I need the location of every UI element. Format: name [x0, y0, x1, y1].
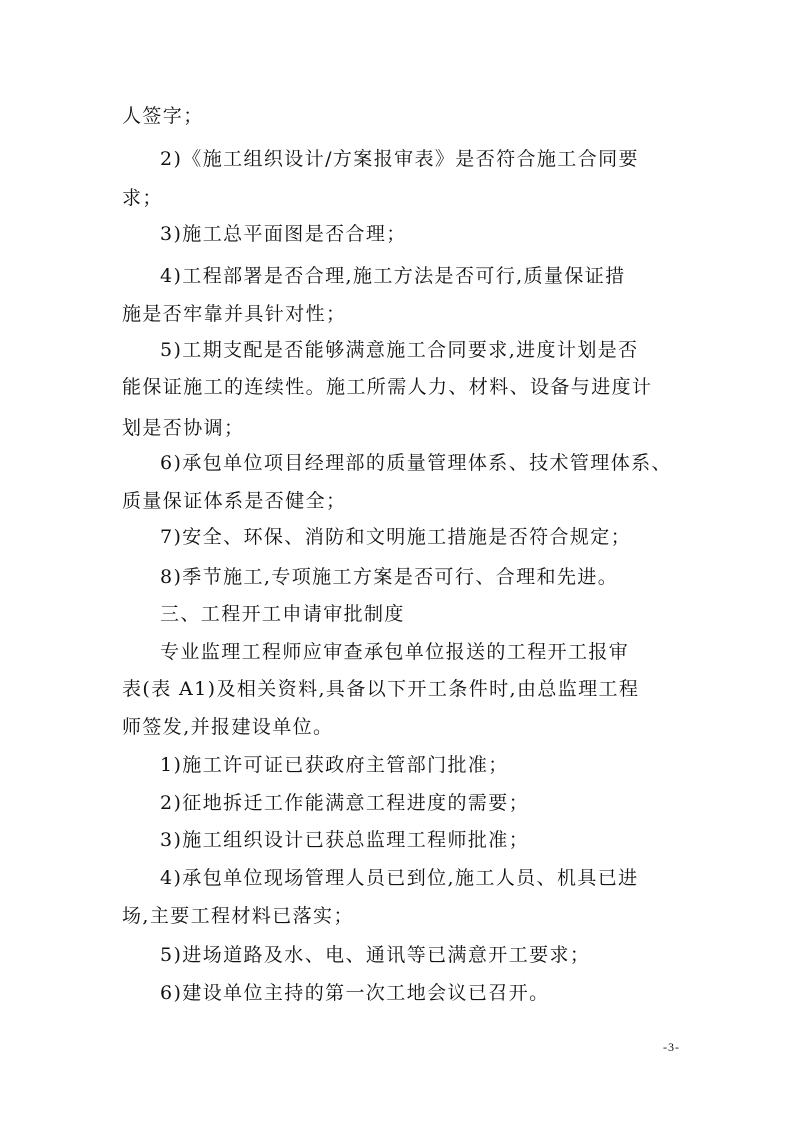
text-line: 5)进场道路及水、电、通讯等已满意开工要求； [160, 944, 591, 966]
text-line: 2)《施工组织设计/方案报审表》是否符合施工合同要 [160, 148, 639, 170]
text-line: 场,主要工程材料已落实； [122, 905, 354, 927]
page-number: -3- [663, 1040, 680, 1054]
text-line: 5)工期支配是否能够满意施工合同要求,进度计划是否 [160, 339, 639, 361]
text-line: 质量保证体系是否健全； [122, 490, 347, 512]
text-line: 7)安全、环保、消防和文明施工措施是否符合规定； [160, 526, 632, 548]
text-line: 表(表 A1)及相关资料,具备以下开工条件时,由总监理工程 [122, 678, 640, 700]
text-line: 6)建设单位主持的第一次工地会议已召开。 [160, 982, 550, 1004]
text-line: 人签字； [122, 105, 204, 127]
text-line: 施是否牢靠并具针对性； [122, 303, 347, 325]
text-line: 6)承包单位项目经理部的质量管理体系、技术管理体系、 [160, 452, 672, 474]
text-line: 师签发,并报建设单位。 [122, 716, 334, 738]
text-line: 8)季节施工,专项施工方案是否可行、合理和先进。 [160, 566, 619, 588]
text-line: 3)施工总平面图是否合理； [160, 223, 407, 245]
text-line: 划是否协调； [122, 417, 245, 439]
text-line: 2)征地拆迁工作能满意工程进度的需要； [160, 792, 530, 814]
text-line: 1)施工许可证已获政府主管部门批准； [160, 754, 509, 776]
text-line: 4)承包单位现场管理人员已到位,施工人员、机具已进 [160, 867, 639, 889]
text-line: 4)工程部署是否合理,施工方法是否可行,质量保证措 [160, 265, 626, 287]
section-heading: 三、工程开工申请审批制度 [160, 603, 405, 625]
text-line: 专业监理工程师应审查承包单位报送的工程开工报审 [160, 641, 630, 663]
text-line: 求； [122, 187, 163, 209]
text-line: 能保证施工的连续性。施工所需人力、材料、设备与进度计 [122, 376, 653, 398]
text-line: 3)施工组织设计已获总监理工程师批准； [160, 829, 530, 851]
